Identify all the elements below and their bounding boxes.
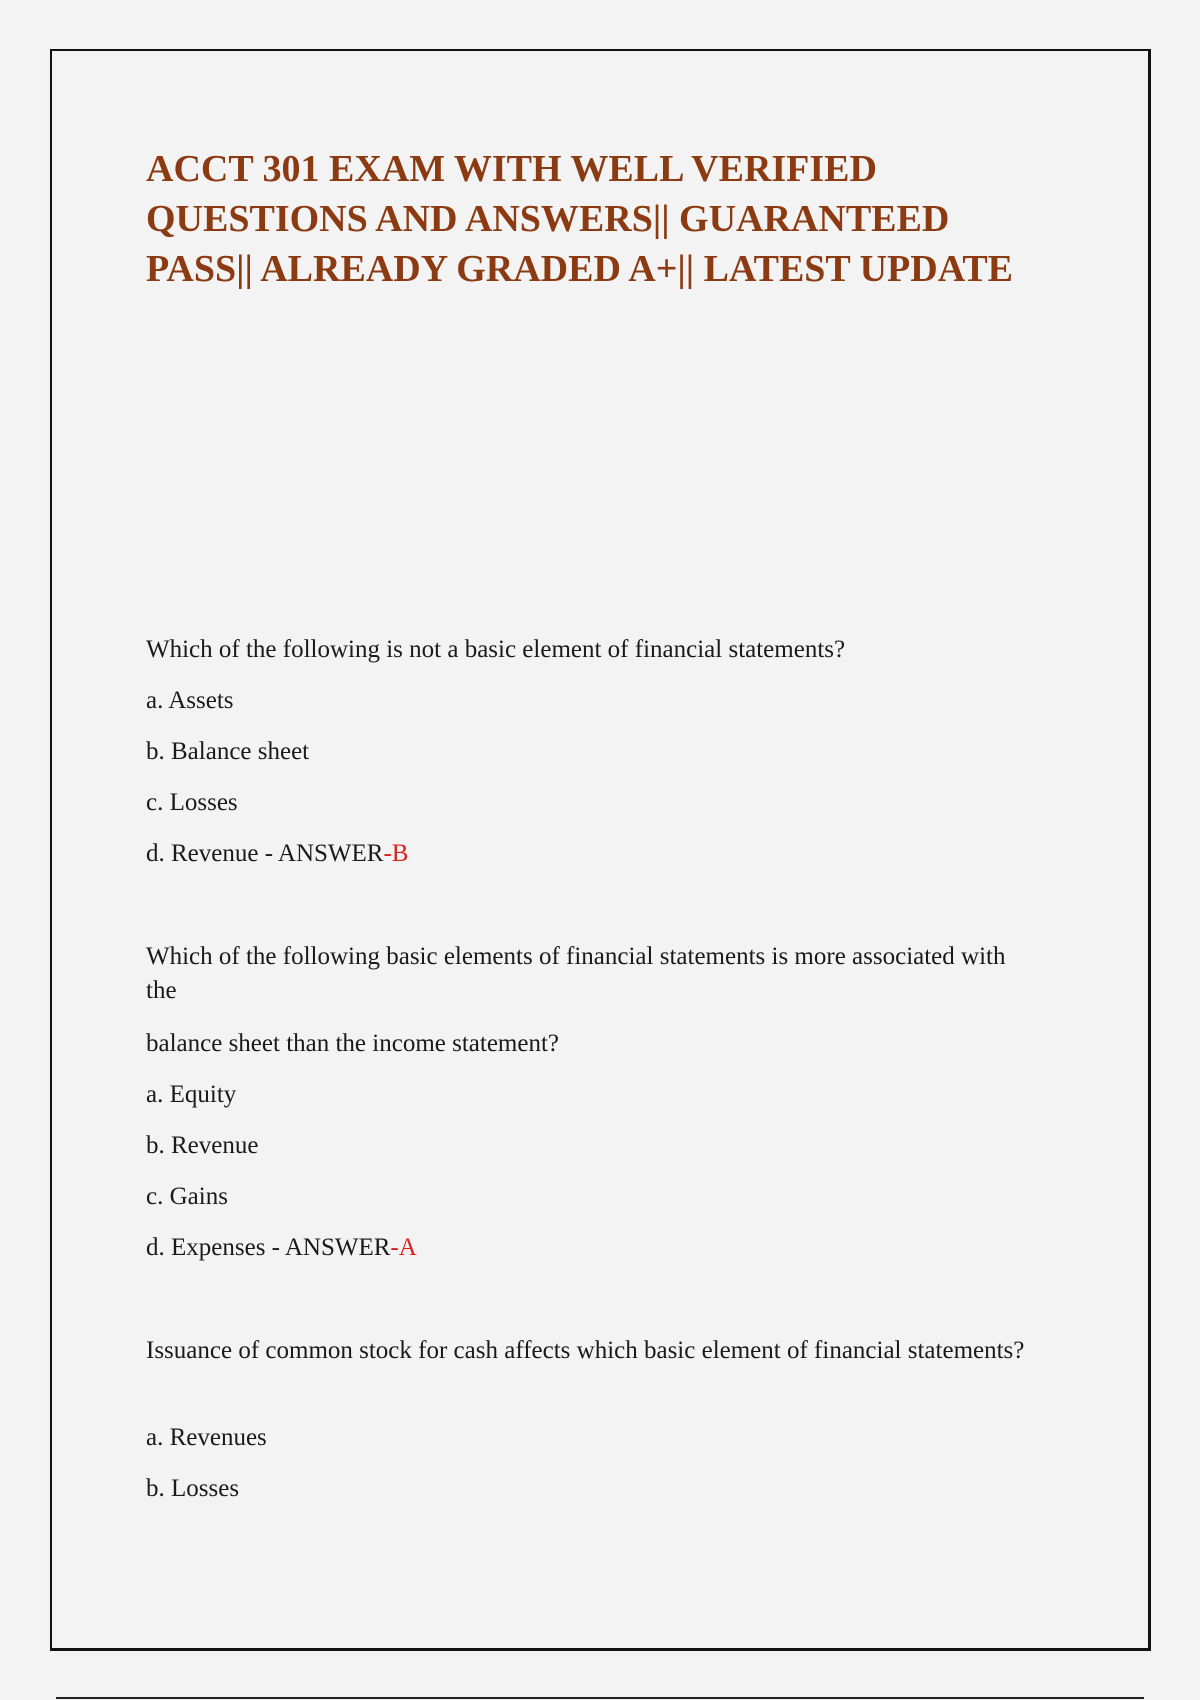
question-1-answer-label: - ANSWER bbox=[258, 840, 384, 867]
question-3-prompt: Issuance of common stock for cash affects which basic element of financial statements? bbox=[146, 1337, 1025, 1364]
question-2-prompt-line-1 bbox=[146, 940, 1026, 1008]
question-2-prompt-line-1-text: Which of the following basic elements of financial statements is more associated with the bbox=[146, 943, 1006, 1004]
question-1-option-c: c. Losses bbox=[146, 789, 238, 816]
question-2-prompt-line-2: balance sheet than the income statement? bbox=[146, 1030, 560, 1057]
question-1-option-a: a. Assets bbox=[146, 687, 234, 714]
question-1-prompt: Which of the following is not a basic element of financial statements? bbox=[146, 636, 846, 663]
bottom-rule bbox=[56, 1697, 1144, 1699]
question-2-option-d-line bbox=[146, 1231, 417, 1265]
question-2-option-b: b. Revenue bbox=[146, 1132, 259, 1159]
question-3-option-b: b. Losses bbox=[146, 1475, 240, 1502]
question-2-option-c: c. Gains bbox=[146, 1183, 228, 1210]
document-title: ACCT 301 EXAM WITH WELL VERIFIED QUESTIONS AND ANSWERS|| GUARANTEED PASS|| ALREADY GRADED A+|| LATEST UPDATE bbox=[146, 148, 1014, 290]
question-2-answer-label: - ANSWER bbox=[265, 1234, 391, 1261]
question-1-option-b: b. Balance sheet bbox=[146, 738, 310, 765]
question-1-option-d-line bbox=[146, 837, 408, 871]
question-1-answer-letter: -B bbox=[383, 840, 409, 867]
question-3-option-a: a. Revenues bbox=[146, 1424, 267, 1451]
question-1-option-d: d. Revenue bbox=[146, 840, 259, 867]
question-2-answer-letter: -A bbox=[390, 1234, 417, 1261]
question-2-option-a: a. Equity bbox=[146, 1081, 237, 1108]
question-2-option-d: d. Expenses bbox=[146, 1234, 266, 1261]
